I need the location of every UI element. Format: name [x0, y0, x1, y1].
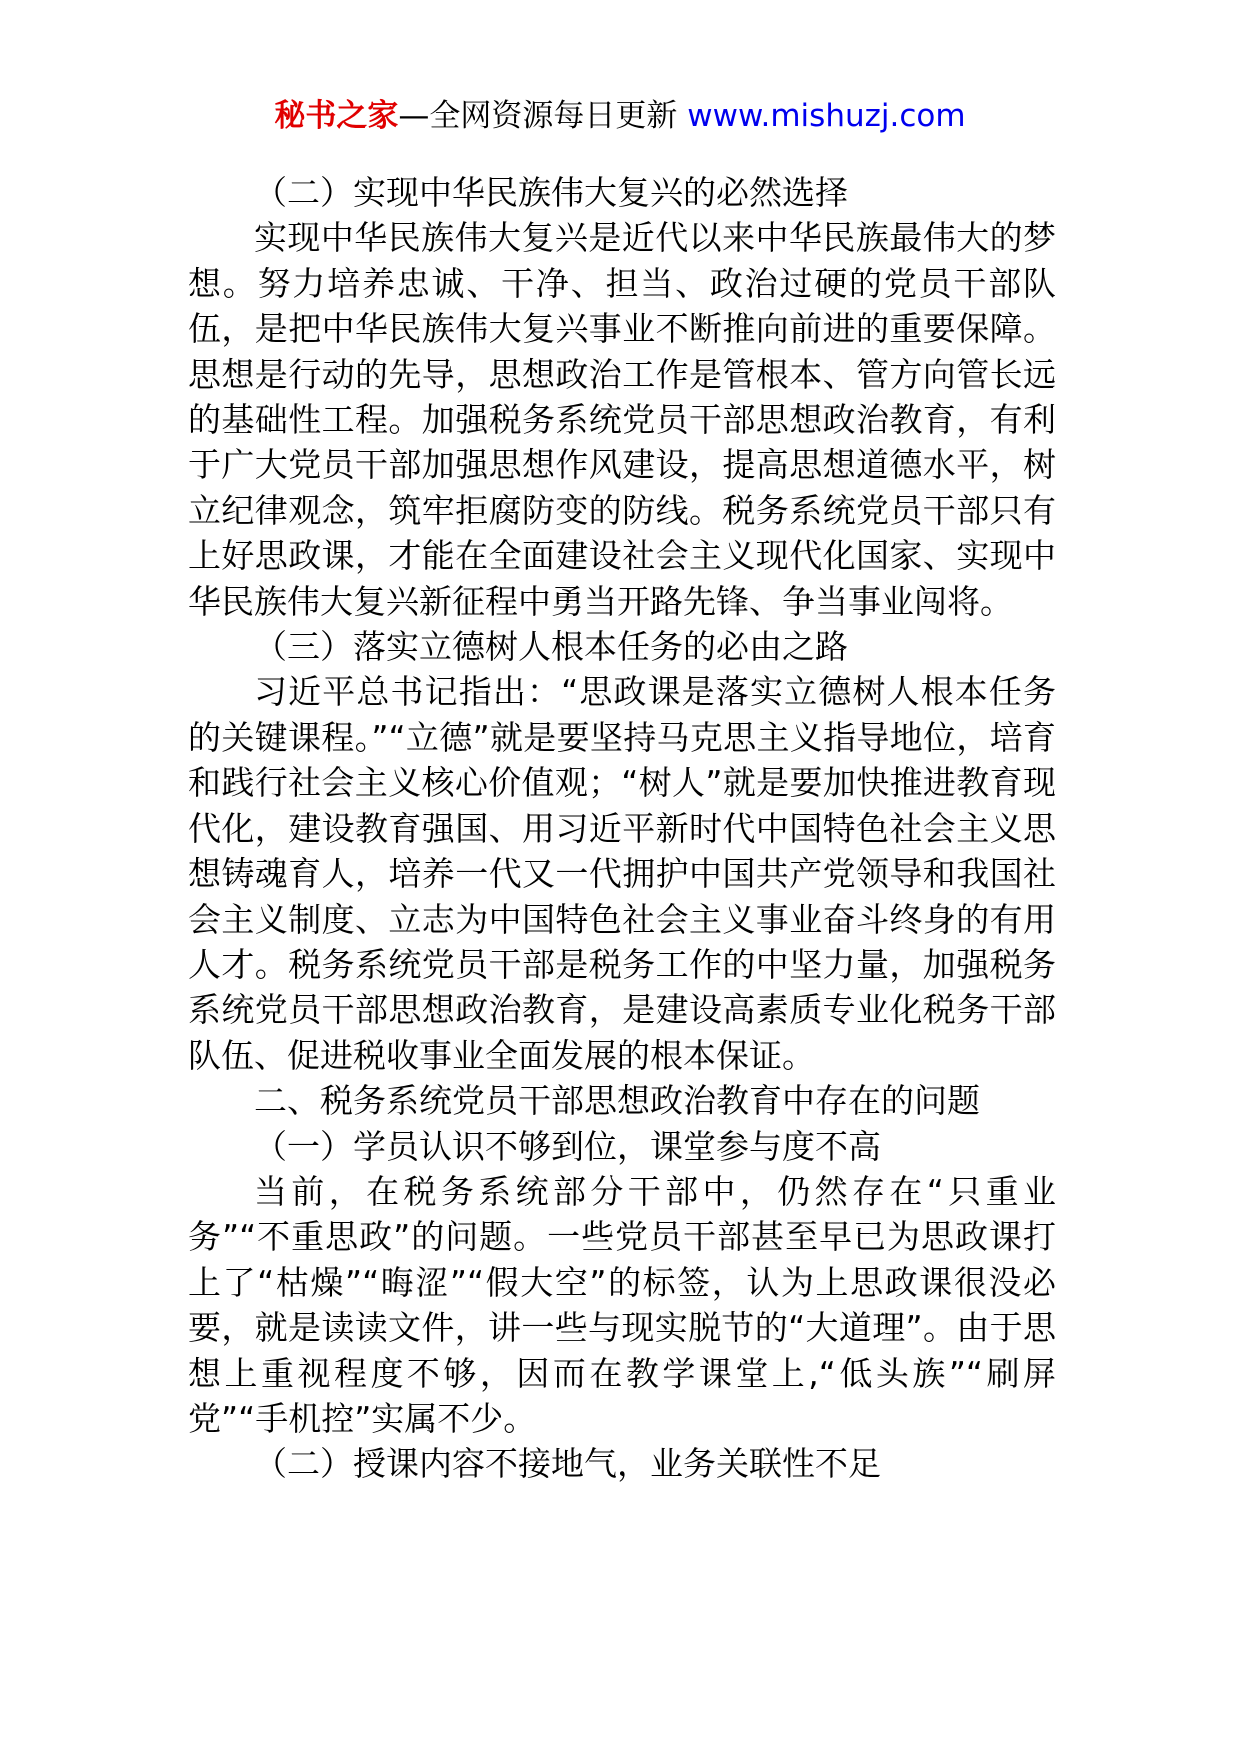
- subheading-realize-rejuvenation: （二）实现中华民族伟大复兴的必然选择: [254, 173, 848, 212]
- document-header: [0, 96, 1240, 136]
- brand-name: 秘书之家: [274, 98, 399, 134]
- subheading-content-relevance: （二）授课内容不接地气，业务关联性不足: [254, 1444, 881, 1484]
- subheading-awareness: （一）学员认识不够到位，课堂参与度不高: [254, 1126, 881, 1166]
- paragraph-rejuvenation: 实现中华民族伟大复兴是近代以来中华民族最伟大的梦想。努力培养忠诚、干净、担当、政治过硬的党员干部队伍，是把中华民族伟大复兴事业不断推向前进的重要保障。思想是行动的先导，思想政治工作是管根本、管方向管长远的基础性工程。加强税务系统党员干部思想政治教育，有利于广大党员干部加强思想作风建设，提高思想道德水平，树立纪律观念，筑牢拒腐防变的防线。税务系统党员干部只有上好思政课，才能在全面建设社会主义现代化国家、实现中华民族伟大复兴新征程中勇当开路先锋、争当事业闯将。: [188, 218, 1056, 621]
- subheading-moral-education: （三）落实立德树人根本任务的必由之路: [254, 627, 848, 667]
- section-heading-problems: 二、税务系统党员干部思想政治教育中存在的问题: [254, 1081, 980, 1121]
- header-tagline: —全网资源每日更新: [398, 98, 678, 134]
- website-link[interactable]: www.mishuzj.com: [687, 98, 966, 134]
- document-body: [188, 170, 1056, 1487]
- paragraph-moral-education: 习近平总书记指出：“思政课是落实立德树人根本任务的关键课程。”“立德”就是要坚持马克思主义指导地位，培育和践行社会主义核心价值观；“树人”就是要加快推进教育现代化，建设教育强国、用习近平新时代中国特色社会主义思想铸魂育人，培养一代又一代拥护中国共产党领导和我国社会主义制度、立志为中国特色社会主义事业奋斗终身的有用人才。税务系统党员干部是税务工作的中坚力量，加强税务系统党员干部思想政治教育，是建设高素质专业化税务干部队伍、促进税收事业全面发展的根本保证。: [188, 672, 1056, 1075]
- paragraph-awareness: 当前，在税务系统部分干部中，仍然存在“只重业务”“不重思政”的问题。一些党员干部甚至早已为思政课打上了“枯燥”“晦涩”“假大空”的标签，认为上思政课很没必要，就是读读文件，讲一些与现实脱节的“大道理”。由于思想上重视程度不够，因而在教学课堂上,“低头族”“刷屏党”“手机控”实属不少。: [188, 1171, 1056, 1438]
